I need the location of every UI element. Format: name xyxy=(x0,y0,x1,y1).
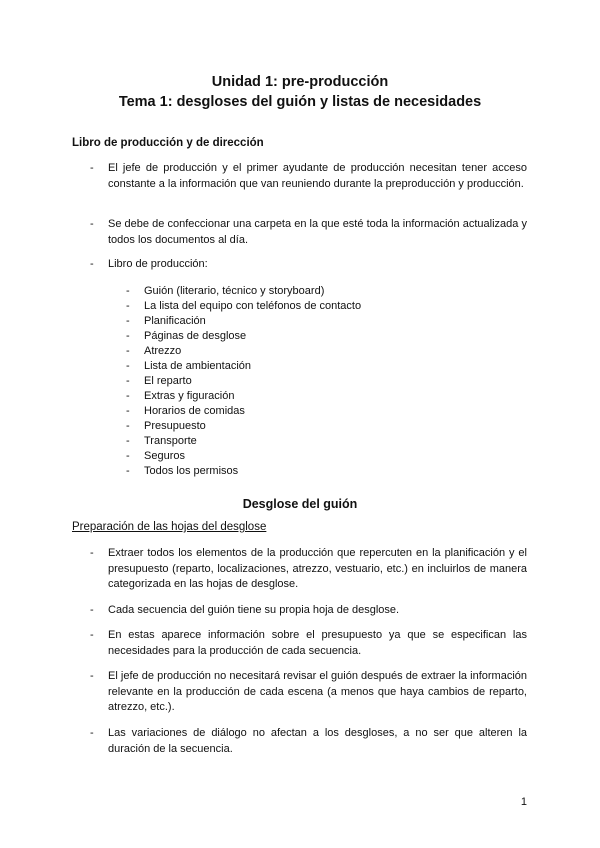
bullet-dash: - xyxy=(126,330,130,342)
list-item xyxy=(90,603,527,619)
list-item-text: Cada secuencia del guión tiene su propia hoja de desglose. xyxy=(108,604,400,616)
page-number: 1 xyxy=(520,796,527,808)
unit-title: Unidad 1: pre-producción xyxy=(211,74,389,90)
sub-list-item xyxy=(126,284,324,299)
list-item-text: El jefe de producción y el primer ayudante de producción necesitan tener acceso constante a la información que van reuniendo durante la preproducción y producción. xyxy=(108,162,527,190)
list-item-text: El jefe de producción no necesitará revisar el guión después de extraer la información relevante en la producción de cada escena (a menos que haya cambios de reparto, atrezzo, etc.). xyxy=(108,670,527,713)
list-item xyxy=(90,726,527,757)
list-item-text: Libro de producción: xyxy=(108,258,208,270)
section-heading-script-breakdown: Desglose del guión xyxy=(242,497,358,511)
list-item-text: En estas aparece información sobre el presupuesto ya que se especifican las necesidades para la producción de cada secuencia. xyxy=(108,629,527,657)
sub-list-item-text: Guión (literario, técnico y storyboard) xyxy=(144,285,325,297)
list-item-text: Se debe de confeccionar una carpeta en la que esté toda la información actualizada y todos los documentos al día. xyxy=(108,218,527,246)
subsection-heading: Preparación de las hojas del desglose xyxy=(72,521,267,533)
sub-list-item xyxy=(126,359,251,374)
sub-list-item-text: Transporte xyxy=(144,435,197,447)
sub-list-item-text: Páginas de desglose xyxy=(144,330,247,342)
bullet-dash: - xyxy=(90,547,94,559)
sub-list-item-text: Horarios de comidas xyxy=(144,405,245,417)
sub-list-item-text: Lista de ambientación xyxy=(144,360,252,372)
list-item xyxy=(90,546,527,593)
bullet-dash: - xyxy=(126,390,130,402)
bullet-dash: - xyxy=(90,727,94,739)
bullet-dash: - xyxy=(126,465,130,477)
sub-list-item xyxy=(126,314,206,329)
sub-list-item-text: El reparto xyxy=(144,375,192,387)
sub-list-item xyxy=(126,404,245,419)
bullet-dash: - xyxy=(126,420,130,432)
sub-list-item xyxy=(126,374,192,389)
list-item xyxy=(90,257,527,273)
list-item-text: Las variaciones de diálogo no afectan a los desgloses, a no ser que alteren la duración de la secuencia. xyxy=(108,727,527,755)
bullet-dash: - xyxy=(126,300,130,312)
bullet-dash: - xyxy=(126,315,130,327)
sub-list-item xyxy=(126,389,234,404)
bullet-dash: - xyxy=(126,405,130,417)
bullet-dash: - xyxy=(126,375,130,387)
bullet-dash: - xyxy=(126,360,130,372)
sub-list-item xyxy=(126,419,206,434)
bullet-dash: - xyxy=(126,285,130,297)
bullet-dash: - xyxy=(90,162,94,174)
sub-list-item-text: Atrezzo xyxy=(144,345,182,357)
sub-list-item xyxy=(126,464,238,479)
sub-list-item-text: Seguros xyxy=(144,450,185,462)
list-item xyxy=(90,161,527,192)
sub-list-item xyxy=(126,344,181,359)
sub-list-item xyxy=(126,434,197,449)
bullet-dash: - xyxy=(90,218,94,230)
sub-list-item xyxy=(126,449,185,464)
bullet-dash: - xyxy=(90,670,94,682)
bullet-dash: - xyxy=(126,435,130,447)
topic-title: Tema 1: desgloses del guión y listas de necesidades xyxy=(118,94,482,110)
bullet-dash: - xyxy=(126,450,130,462)
bullet-dash: - xyxy=(90,629,94,641)
bullet-dash: - xyxy=(90,604,94,616)
sub-list-item-text: Todos los permisos xyxy=(144,465,239,477)
sub-list-item-text: Planificación xyxy=(144,315,206,327)
bullet-dash: - xyxy=(90,258,94,270)
sub-list-item-text: La lista del equipo con teléfonos de contacto xyxy=(144,300,362,312)
list-item-text: Extraer todos los elementos de la producción que repercuten en la planificación y el presupuesto (reparto, localizaciones, atrezzo, vestuario, etc.) en incluirlos de manera categorizada en las hojas de desglose. xyxy=(108,547,527,590)
sub-list-item xyxy=(126,299,361,314)
list-item xyxy=(90,669,527,716)
sub-list-item-text: Extras y figuración xyxy=(144,390,235,402)
list-item xyxy=(90,217,527,248)
bullet-dash: - xyxy=(126,345,130,357)
section-heading-production-book: Libro de producción y de dirección xyxy=(72,137,264,149)
sub-list-item-text: Presupuesto xyxy=(144,420,206,432)
list-item xyxy=(90,628,527,659)
sub-list-item xyxy=(126,329,246,344)
